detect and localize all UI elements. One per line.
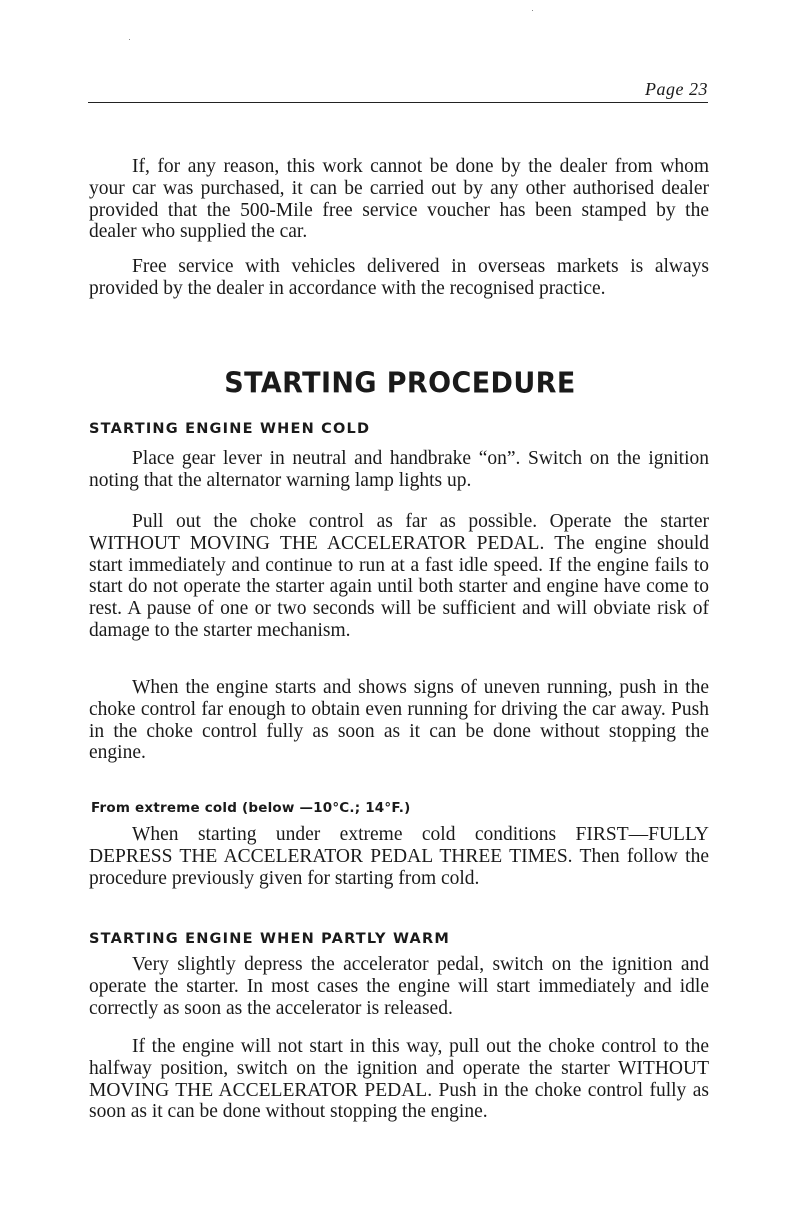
speck bbox=[129, 39, 130, 40]
extreme-cold-paragraph: When starting under extreme cold conditions FIRST—FULLY DEPRESS THE ACCELERATOR PEDAL THREE TIMES. Then follow the procedure previously given for starting from cold. bbox=[89, 824, 709, 889]
partly-warm-paragraph-2: If the engine will not start in this way, pull out the choke control to the halfway position, switch on the ignition and operate the starter WITHOUT MOVING THE ACCELERATOR PEDAL. Push in the choke control fully as soon as it can be done without stopping the engine. bbox=[89, 1036, 709, 1123]
speck bbox=[532, 10, 533, 11]
partly-warm-paragraph-1: Very slightly depress the accelerator pedal, switch on the ignition and operate the starter. In most cases the engine will start immediately and idle correctly as soon as the accelerator is released. bbox=[89, 954, 709, 1019]
cold-paragraph-1: Place gear lever in neutral and handbrake “on”. Switch on the ignition noting that the alternator warning lamp lights up. bbox=[89, 448, 709, 491]
intro-paragraph-2: Free service with vehicles delivered in overseas markets is always provided by the dealer in accordance with the recognised practice. bbox=[89, 256, 709, 299]
section-title: STARTING PROCEDURE bbox=[224, 367, 576, 400]
page-number: Page 23 bbox=[645, 79, 708, 99]
heading-extreme-cold: From extreme cold (below —10°C.; 14°F.) bbox=[91, 800, 411, 816]
header-rule bbox=[88, 102, 708, 103]
heading-cold: STARTING ENGINE WHEN COLD bbox=[89, 421, 371, 437]
intro-paragraph-1: If, for any reason, this work cannot be done by the dealer from whom your car was purchased, it can be carried out by any other authorised dealer provided that the 500-Mile free service voucher has been stamped by the dealer who supplied the car. bbox=[89, 156, 709, 243]
heading-partly-warm: STARTING ENGINE WHEN PARTLY WARM bbox=[89, 931, 450, 947]
cold-paragraph-3: When the engine starts and shows signs of uneven running, push in the choke control far enough to obtain even running for driving the car away. Push in the choke control fully as soon as it can be done without stopping the engine. bbox=[89, 677, 709, 764]
cold-paragraph-2: Pull out the choke control as far as possible. Operate the starter WITHOUT MOVING THE ACCELERATOR PEDAL. The engine should start immediately and continue to run at a fast idle speed. If the engine fails to start do not operate the starter again until both starter and engine have come to rest. A pause of one or two seconds will be sufficient and will obviate risk of damage to the starter mechanism. bbox=[89, 511, 709, 641]
